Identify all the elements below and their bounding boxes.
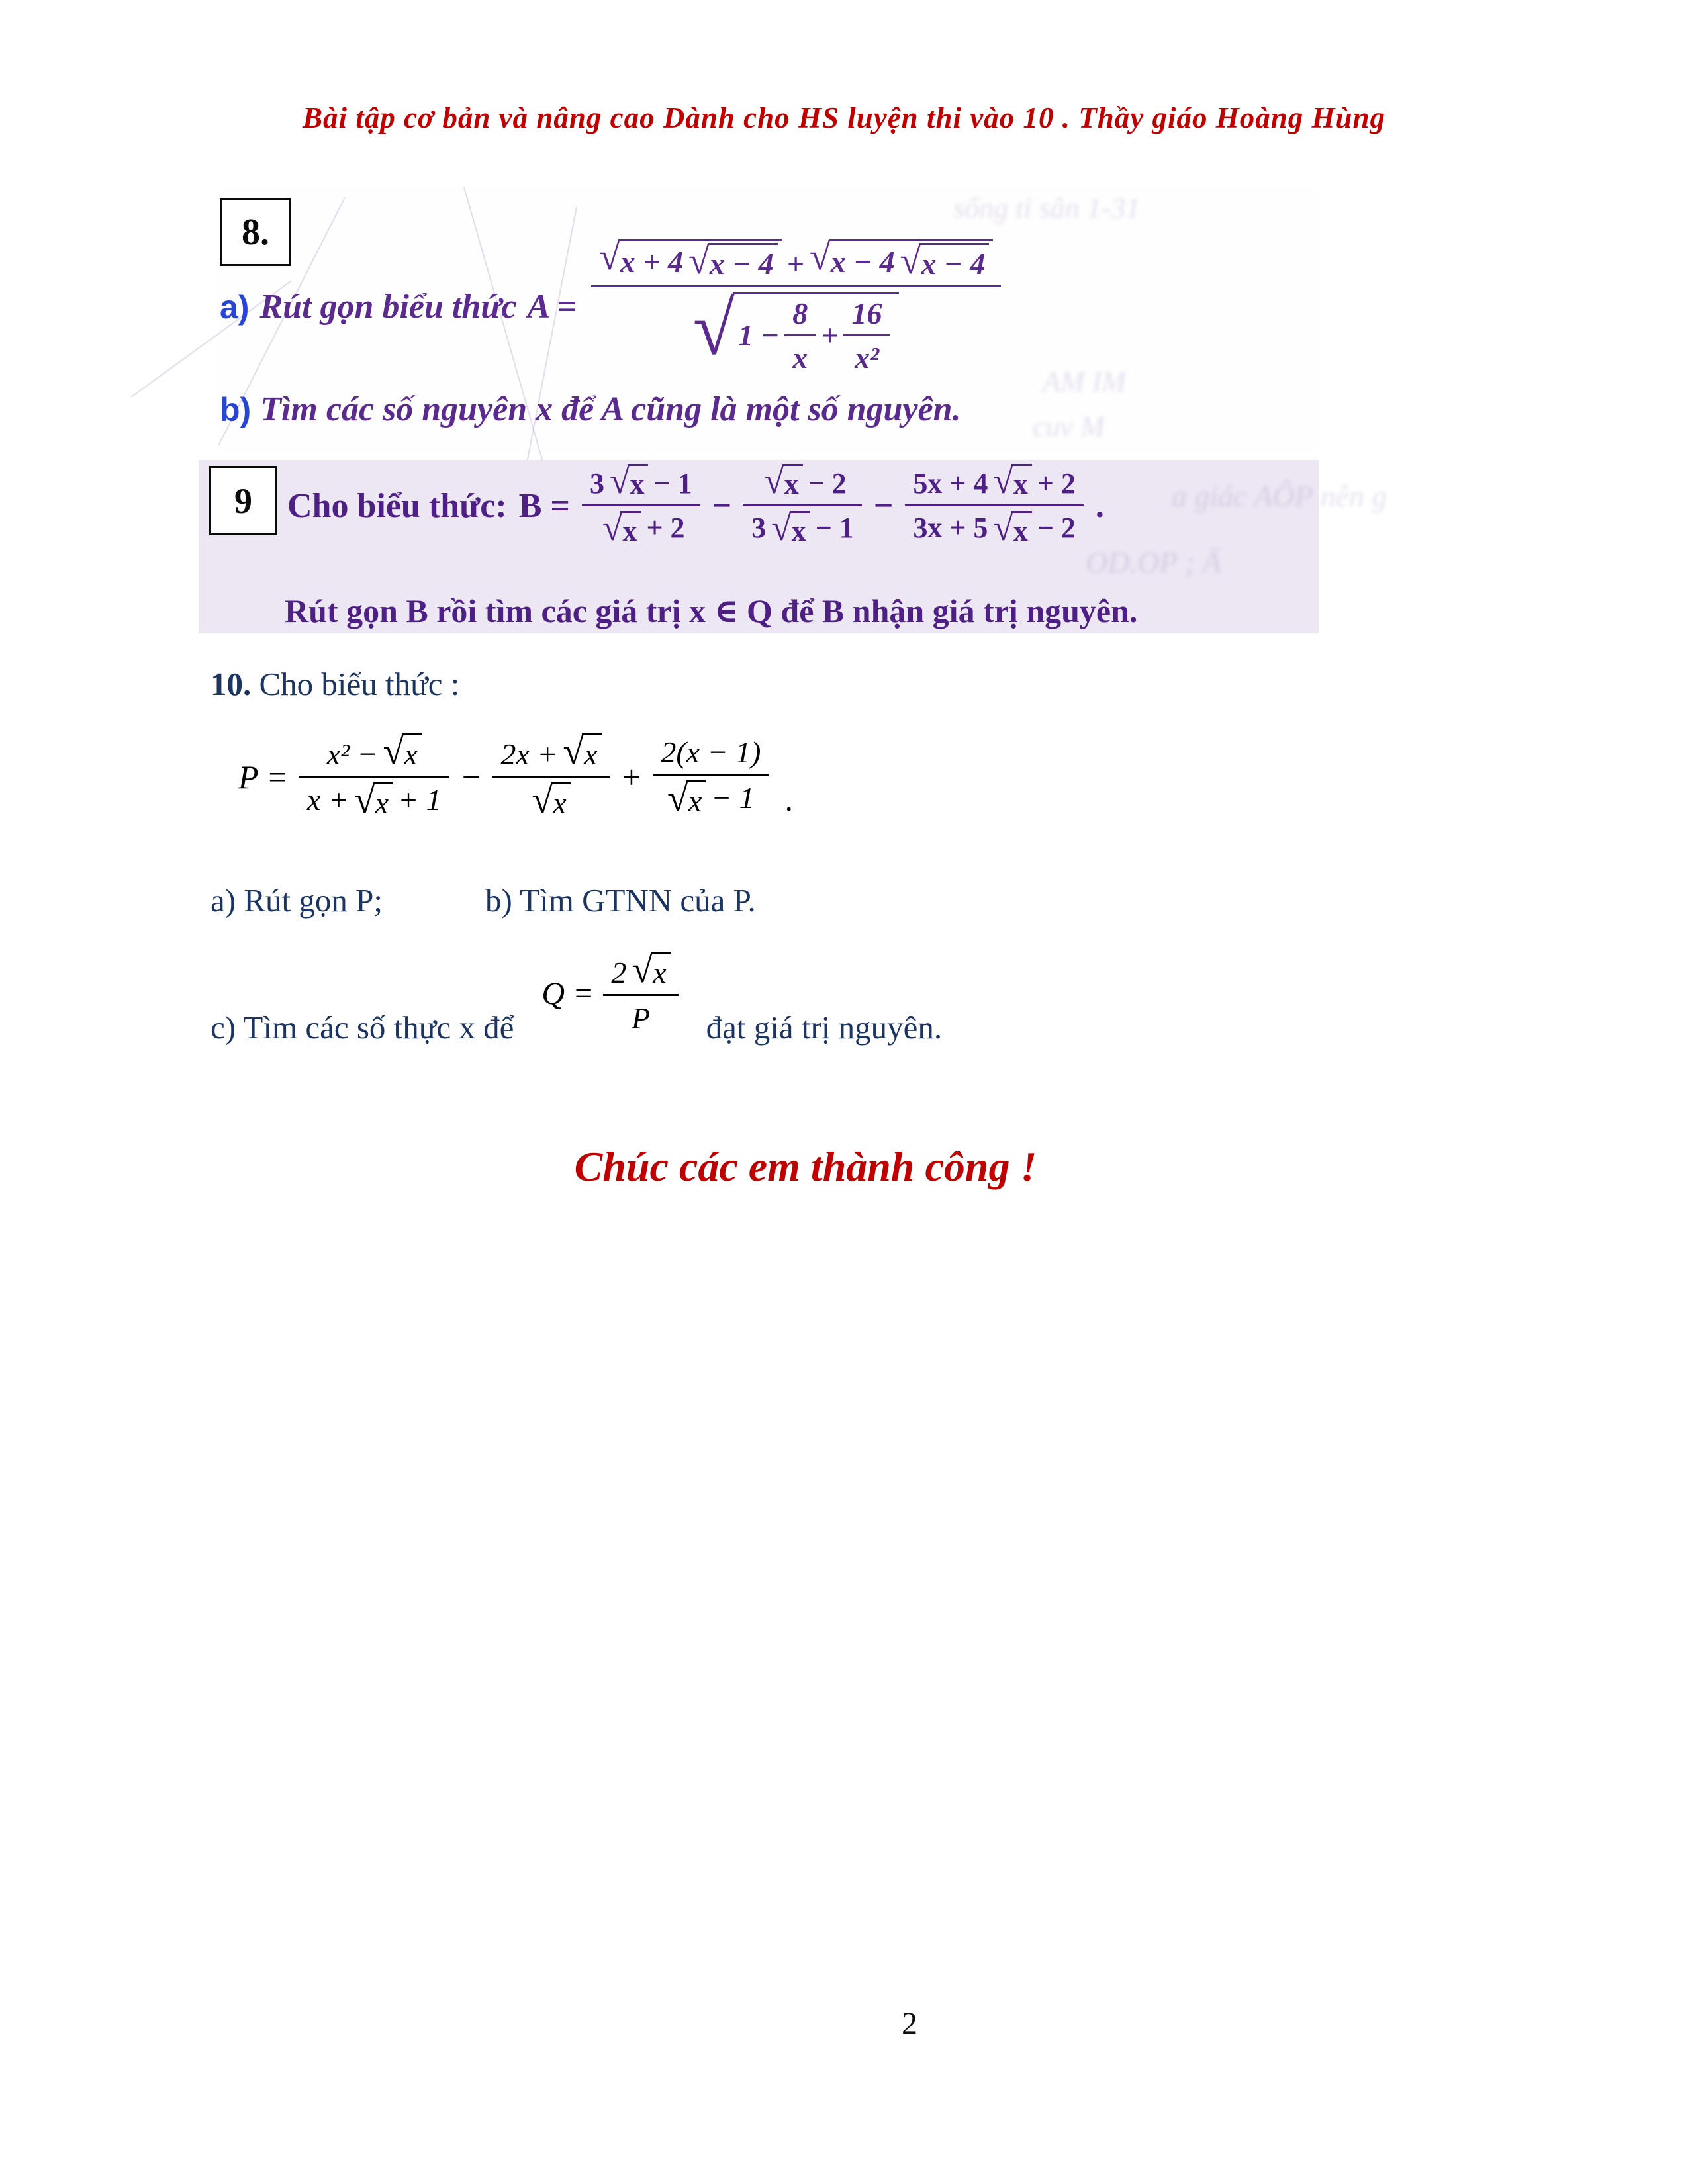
- math-text: + 2: [646, 512, 685, 545]
- problem-10-item-b: b) Tìm GTNN của P.: [485, 882, 756, 919]
- math-operator: −: [459, 758, 483, 796]
- math-text: − 1: [711, 781, 755, 815]
- radical: [993, 511, 1031, 547]
- problem-8-part-a: [220, 239, 1001, 375]
- math-text: 3x + 5: [913, 512, 988, 545]
- part-b-label: b): [220, 390, 252, 428]
- radical: [693, 292, 900, 375]
- math-operator: +: [620, 758, 643, 796]
- radical: [383, 733, 422, 772]
- math-text: √ x + 4: [620, 245, 683, 279]
- radical: [354, 782, 393, 821]
- scan-bleed-artifact: OD.OP ; Ä: [1086, 545, 1221, 579]
- formula-P: [238, 733, 793, 820]
- math-text: √ x: [630, 468, 645, 500]
- scan-bleed-artifact: a giác AÔP nên g: [1172, 479, 1387, 513]
- part-a-label: a): [220, 288, 250, 326]
- problem-9-number-box: [209, 466, 277, 535]
- math-text: √ x: [622, 515, 637, 548]
- radical: [771, 511, 810, 547]
- problem-10-item-c: [211, 952, 942, 1046]
- math-text: √ x: [1013, 468, 1028, 500]
- fraction-P2: [492, 733, 609, 820]
- formula-A: [591, 239, 1001, 375]
- math-text: 3: [590, 467, 605, 500]
- formula-P-lhs: P =: [238, 758, 289, 796]
- math-text: 2: [611, 955, 627, 989]
- fraction-P1: [299, 733, 449, 820]
- formula-Q: [541, 952, 678, 1036]
- radical: [764, 464, 802, 500]
- radical: [563, 733, 601, 772]
- math-text: − 1: [815, 512, 854, 545]
- math-text: − 1: [653, 467, 692, 500]
- math-text: 8: [792, 296, 808, 330]
- radical: [900, 243, 990, 281]
- math-period: .: [784, 781, 793, 819]
- math-text: x: [792, 341, 808, 375]
- math-operator: −: [873, 486, 894, 525]
- radical: [688, 243, 778, 281]
- problem-10-heading: [211, 665, 459, 703]
- math-period: .: [1095, 486, 1104, 525]
- math-text: √ 1 −: [737, 318, 780, 353]
- math-text: √ x: [791, 515, 806, 548]
- math-text: − 2: [808, 467, 847, 500]
- fraction-B3: [905, 464, 1084, 548]
- formula-A-numerator: [591, 239, 1001, 287]
- problem-8-number: 8.: [242, 211, 269, 253]
- radical: [602, 511, 641, 547]
- radical: [532, 782, 570, 821]
- scan-bleed-artifact: AM IM: [1043, 365, 1126, 398]
- math-text: 5x + 4: [913, 467, 988, 500]
- problem-8-scan: [218, 187, 1317, 452]
- problem-8-part-b: [220, 390, 961, 429]
- math-text: √ x: [784, 468, 799, 500]
- radical: [632, 952, 670, 990]
- math-text: x +: [306, 782, 349, 817]
- problem-9-intro: Cho biểu thức:: [287, 486, 507, 525]
- formula-Q-lhs: Q =: [541, 976, 594, 1011]
- fraction-Q: [603, 952, 678, 1036]
- problem-10-number: 10.: [211, 666, 252, 702]
- page-number: 2: [902, 2006, 917, 2041]
- math-text: √ x: [375, 786, 389, 820]
- problem-9-number: 9: [234, 480, 252, 521]
- math-operator: −: [712, 486, 732, 525]
- item-c-post-text: đạt giá trị nguyên.: [706, 1009, 943, 1046]
- math-operator: +: [821, 318, 839, 353]
- fraction-P3: [653, 735, 769, 819]
- radical: [667, 780, 706, 819]
- math-text: √ x − 4: [830, 245, 895, 279]
- math-text: 2(x − 1): [661, 735, 761, 770]
- item-c-pre-text: c) Tìm các số thực x để: [211, 1009, 514, 1046]
- fraction: [784, 296, 816, 375]
- problem-9-question: Rút gọn B rồi tìm các giá trị x ∈ Q để B nhận giá trị nguyên.: [285, 592, 1138, 629]
- fraction-B2: [743, 464, 862, 548]
- fraction: [843, 296, 890, 375]
- radical: [993, 464, 1031, 500]
- math-text: √ x: [553, 786, 567, 820]
- problem-10-intro: Cho biểu thức :: [251, 666, 460, 702]
- radical: [599, 239, 782, 281]
- scan-bleed-artifact: sống tỉ sân 1-31: [953, 192, 1141, 224]
- closing-wish: Chúc các em thành công !: [574, 1143, 1037, 1190]
- part-a-text: Rút gọn biểu thức: [259, 288, 517, 326]
- math-text: √ x: [653, 956, 667, 989]
- scan-bleed-artifact: cuv M: [1033, 410, 1105, 443]
- radical: [810, 239, 993, 281]
- math-text: + 2: [1037, 467, 1076, 500]
- math-text: x²: [855, 341, 879, 375]
- math-text: + 1: [398, 782, 442, 817]
- math-text: P: [631, 1001, 651, 1035]
- math-text: √ x: [584, 737, 598, 771]
- math-text: − 2: [1037, 512, 1076, 545]
- math-text: x² −: [326, 737, 378, 771]
- part-b-text: Tìm các số nguyên x để A cũng là một số nguyên.: [260, 390, 961, 428]
- math-text: √ x − 4: [921, 247, 986, 281]
- fraction-B1: [582, 464, 700, 548]
- problem-10-item-a: a) Rút gọn P;: [211, 882, 383, 919]
- math-text: 2x +: [500, 737, 558, 771]
- formula-A-lhs: A =: [527, 288, 577, 326]
- math-text: √ x: [404, 737, 418, 771]
- math-text: √ x: [688, 784, 702, 819]
- math-text: √ x: [1013, 515, 1028, 548]
- page-title: Bài tập cơ bản và nâng cao Dành cho HS luyện thi vào 10 . Thầy giáo Hoàng Hùng: [302, 101, 1386, 134]
- radical: [610, 464, 648, 500]
- formula-B-lhs: B =: [518, 486, 571, 525]
- math-text: √ x − 4: [709, 247, 774, 281]
- problem-9-statement: [287, 464, 1104, 548]
- math-text: 3: [751, 512, 767, 545]
- problem-9-scan: [199, 460, 1387, 633]
- formula-A-denominator: [591, 287, 1001, 375]
- math-operator: +: [786, 246, 804, 281]
- math-text: 16: [851, 296, 882, 330]
